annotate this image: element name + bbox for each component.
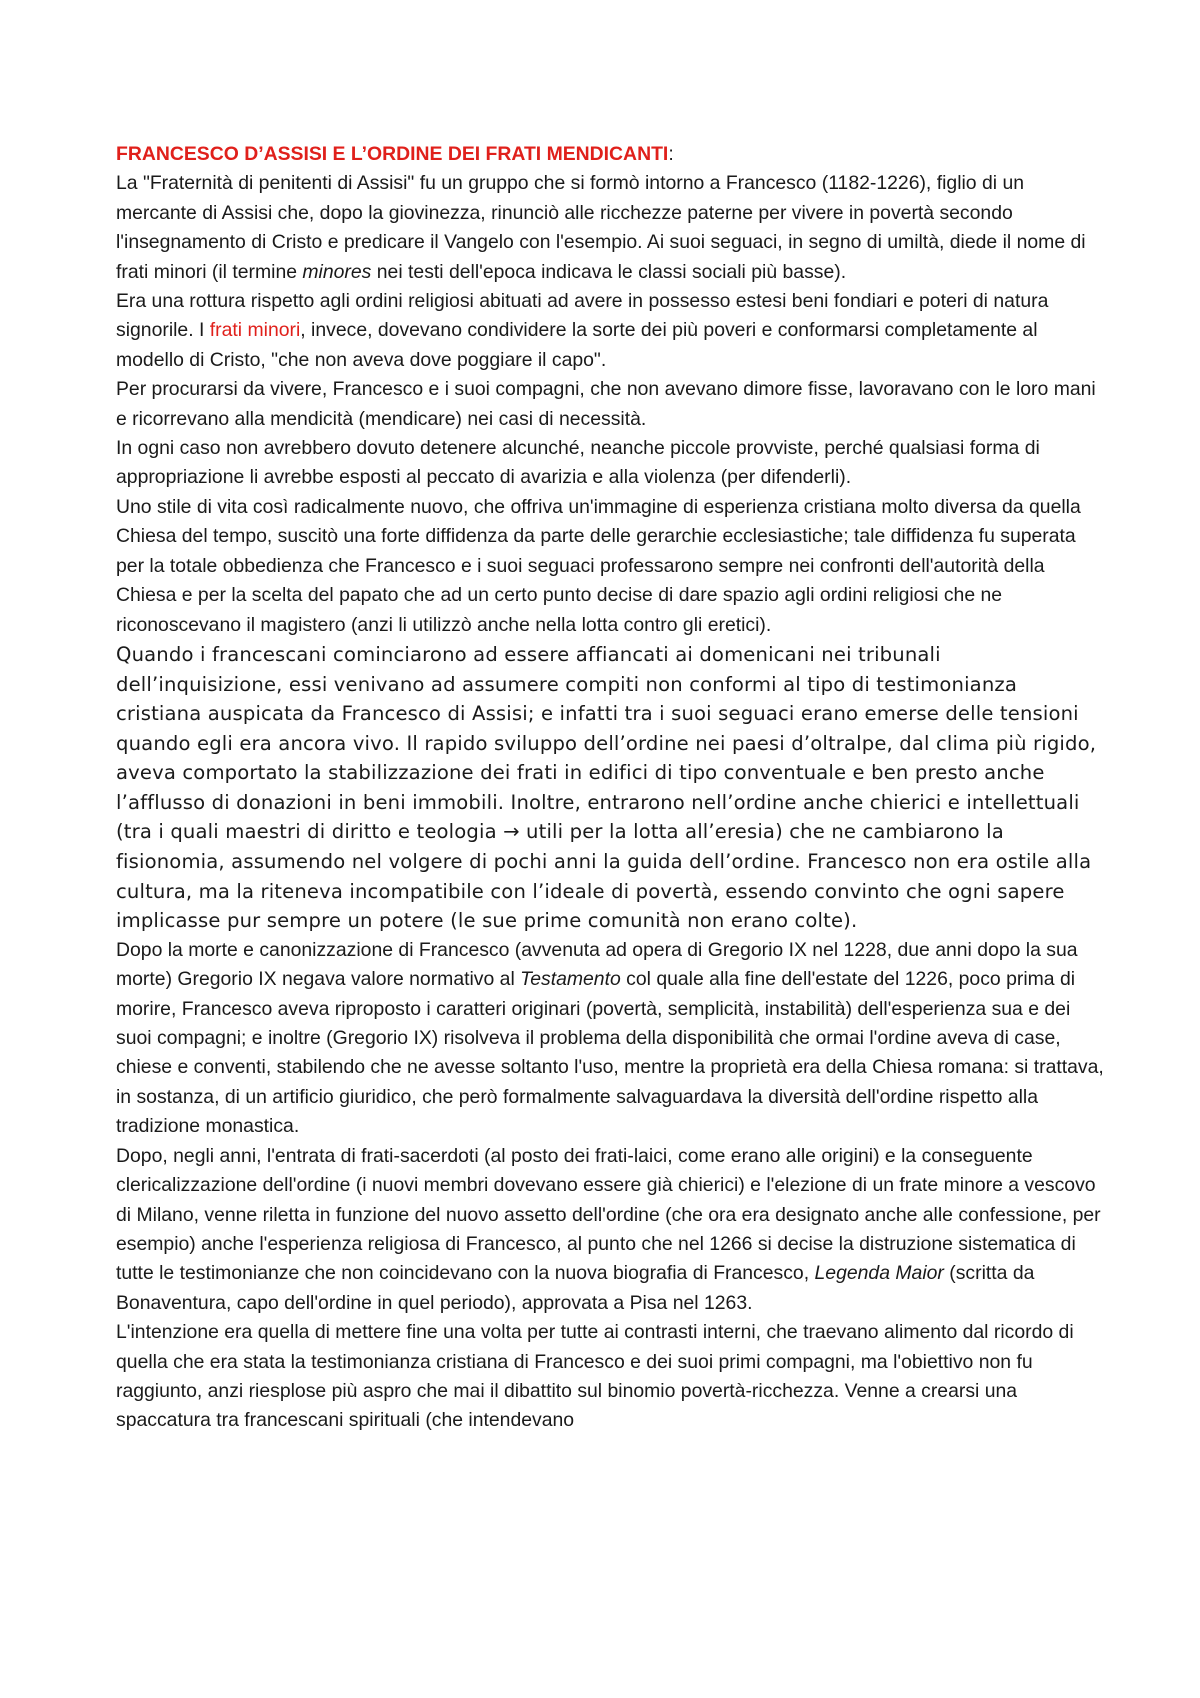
- paragraph-8: [116, 1142, 1106, 1318]
- paragraph-1-text: La "Fraternità di penitenti di Assisi" fu un gruppo che si formò intorno a Francesco (1182-1226), figlio di un mercante di Assisi che, dopo la giovinezza, rinunciò alle ricchezze paterne per vivere in povertà secondo l'insegnamento di Cristo e predicare il Vangelo con l'esempio. Ai suoi seguaci, in segno di umiltà, diede il nome di frati minori (il termine: [116, 172, 1086, 283]
- paragraph-5: Uno stile di vita così radicalmente nuovo, che offriva un'immagine di esperienza cristiana molto diversa da quella Chiesa del tempo, suscitò una forte diffidenza da parte delle gerarchie ecclesiastiche; tale diffidenza fu superata per la totale obbedienza che Francesco e i suoi seguaci professarono sempre nei confronti dell'autorità della Chiesa e per la scelta del papato che ad un certo punto decise di dare spazio agli ordini religiosi che ne riconoscevano il magistero (anzi li utilizzò anche nella lotta contro gli eretici).: [116, 495, 1081, 636]
- paragraph-7-end: col quale alla fine dell'estate del 1226, poco prima di morire, Francesco aveva riproposto i caratteri originari (povertà, semplicità, instabilità) dell'esperienza sua e dei suoi compagni; e inoltre (Gregorio IX) risolveva il problema della disponibilità che ormai l'ordine aveva di case, chiese e conventi, stabilendo che ne avesse soltanto l'uso, mentre la proprietà era della Chiesa romana: si trattava, in sostanza, di un artificio giuridico, che però formalmente salvaguardava la diversità dell'ordine rispetto alla tradizione monastica.: [116, 968, 1104, 1138]
- document-title: FRANCESCO D’ASSISI E L’ORDINE DEI FRATI MENDICANTI: [116, 143, 669, 165]
- paragraph-7-emphasis: Testamento: [520, 968, 621, 991]
- heading-paragraph: [116, 140, 1106, 169]
- paragraph-2-highlight: frati minori: [209, 319, 301, 342]
- paragraph-3: Per procurarsi da vivere, Francesco e i suoi compagni, che non avevano dimore fisse, lavoravano con le loro mani e ricorrevano alla mendicità (mendicare) nei casi di necessità.: [116, 378, 1096, 430]
- paragraph-2-end: , invece, dovevano condividere la sorte dei più poveri e conformarsi completamente al modello di Cristo, "che non aveva dove poggiare il capo".: [116, 319, 1038, 371]
- paragraph-9: L'intenzione era quella di mettere fine una volta per tutte ai contrasti interni, che traevano alimento dal ricordo di quella che era stata la testimonianza cristiana di Francesco e dei suoi primi compagni, ma l'obiettivo non fu raggiunto, anzi riesplose più aspro che mai il dibattito sul binomio povertà-ricchezza. Venne a crearsi una spaccatura tra francescani spirituali (che intendevano: [116, 1321, 1074, 1432]
- paragraph-8-end: (scritta da Bonaventura, capo dell'ordine in quel periodo), approvata a Pisa nel 1263.: [116, 1262, 1035, 1314]
- paragraph-1: [116, 169, 1106, 287]
- paragraph-8-emphasis: Legenda Maior: [814, 1262, 944, 1285]
- title-suffix: :: [668, 143, 674, 165]
- paragraph-2: [116, 287, 1106, 375]
- paragraph-1-end: nei testi dell'epoca indicava le classi sociali più basse).: [371, 260, 847, 283]
- paragraph-6: Quando i francescani cominciarono ad essere affiancati ai domenicani nei tribunali dell’inquisizione, essi venivano ad assumere compiti non conformi al tipo di testimonianza cristiana auspicata da Francesco di Assisi; e infatti tra i suoi seguaci erano emerse delle tensioni quando egli era ancora vivo. Il rapido sviluppo dell’ordine nei paesi d’oltralpe, dal clima più rigido, aveva comportato la stabilizzazione dei frati in edifici di tipo conventuale e ben presto anche l’afflusso di donazioni in beni immobili. Inoltre, entrarono nell’ordine anche chierici e intellettuali (tra i quali maestri di diritto e teologia → utili per la lotta all’eresia) che ne cambiarono la fisionomia, assumendo nel volgere di pochi anni la guida dell’ordine. Francesco non era ostile alla cultura, ma la riteneva incompatibile con l’ideale di povertà, essendo convinto che ogni sapere implicasse pur sempre un potere (le sue prime comunità non erano colte).: [116, 642, 1097, 933]
- paragraph-7: [116, 936, 1106, 1142]
- document-body: [116, 140, 1106, 1436]
- paragraph-4: In ogni caso non avrebbero dovuto detenere alcunché, neanche piccole provviste, perché qualsiasi forma di appropriazione li avrebbe esposti al peccato di avarizia e alla violenza (per difenderli).: [116, 437, 1040, 489]
- paragraph-1-emphasis: minores: [302, 260, 372, 283]
- paragraph-2-start: Era una rottura rispetto agli ordini religiosi abituati ad avere in possesso estesi beni fondiari e poteri di natura signorile. I: [116, 290, 1049, 342]
- paragraph-7-start: Dopo la morte e canonizzazione di Francesco (avvenuta ad opera di Gregorio IX nel 1228, due anni dopo la sua morte) Gregorio IX negava valore normativo al: [116, 938, 1078, 991]
- paragraph-8-start: Dopo, negli anni, l'entrata di frati-sacerdoti (al posto dei frati-laici, come erano alle origini) e la conseguente clericalizzazione dell'ordine (i nuovi membri dovevano essere già chierici) e l'elezione di un frate minore a vescovo di Milano, venne riletta in funzione del nuovo assetto dell'ordine (che ora era designato anche alle confessione, per esempio) anche l'esperienza religiosa di Francesco, al punto che nel 1266 si decise la distruzione sistematica di tutte le testimonianze che non coincidevano con la nuova biografia di Francesco,: [116, 1144, 1101, 1285]
